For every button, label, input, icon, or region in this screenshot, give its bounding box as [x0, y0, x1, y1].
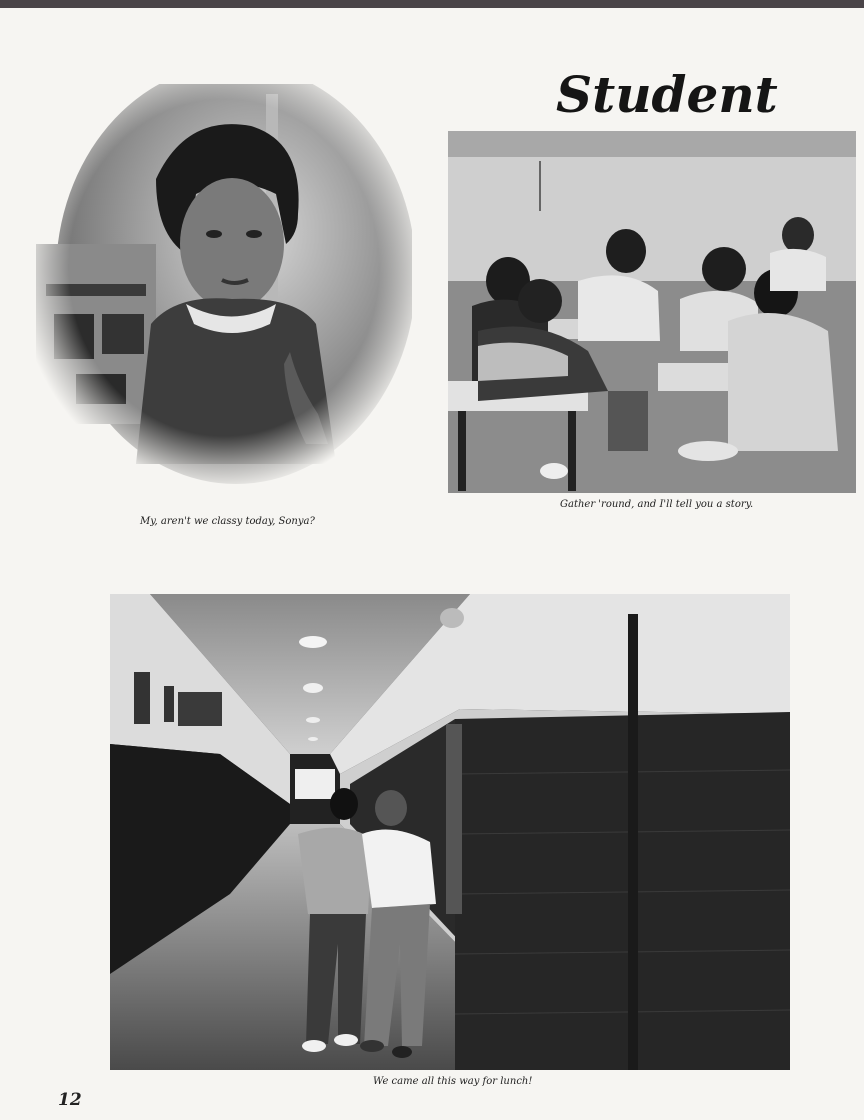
classroom-photo [448, 131, 856, 493]
portrait-caption: My, aren't we classy today, Sonya? [140, 516, 315, 527]
classroom-caption: Gather 'round, and I'll tell you a story. [560, 499, 754, 510]
portrait-photo [36, 84, 412, 492]
page-number: 12 [58, 1090, 82, 1110]
hallway-caption: We came all this way for lunch! [373, 1076, 533, 1087]
hallway-photo [110, 594, 790, 1070]
yearbook-page [0, 8, 864, 1120]
page-title: Student [556, 65, 778, 124]
